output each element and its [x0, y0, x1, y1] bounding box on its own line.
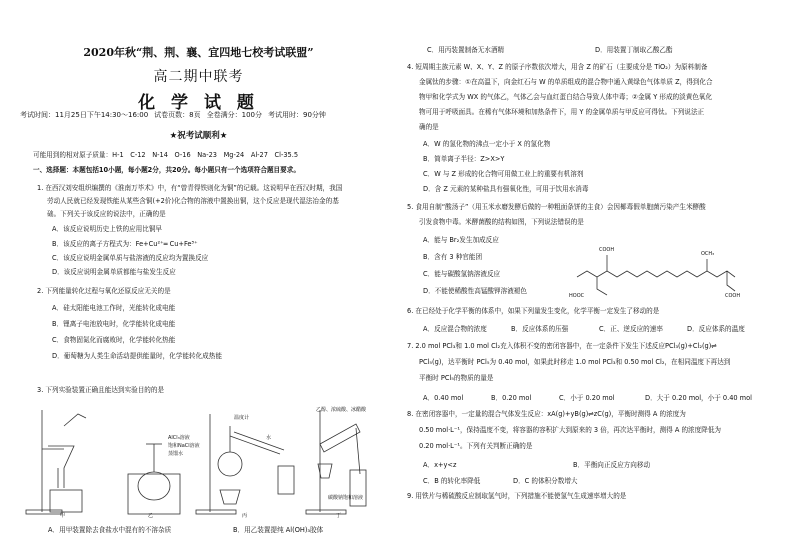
q5-option: C．能与碳酸氢钠溶液反应 [423, 270, 501, 278]
q4-option: C．W 与 Z 形成的化合物可用做工业上的重要有机溶剂 [423, 170, 584, 178]
q6-stem: 6. 在已经处于化学平衡的体系中，如果下列量发生变化，化学平衡一定发生了移动的是 [407, 307, 660, 315]
q4-line: 金属钛的步骤：①在高温下，向金红石与 W 的单质组成的混合物中通入黄绿色气体单质 Z，得到化合 [419, 78, 713, 86]
q7-option: B．0.20 mol [491, 394, 532, 402]
label-yi: 乙 [148, 513, 154, 519]
exam-meta [20, 110, 390, 120]
q6-option: D．反应体系的温度 [687, 325, 745, 333]
q2-option: A．硅太阳能电池工作时，光能转化成电能 [52, 304, 176, 312]
q8-option: B．平衡向正反应方向移动 [573, 461, 651, 469]
exam-union-title: 2020年秋“荆、荆、襄、宜四地七校考试联盟” [83, 46, 314, 59]
q4-option: A．W 的氢化物的沸点一定小于 X 的氢化物 [423, 140, 551, 148]
q4-option: D．含 Z 元素的某种盐具有强氧化性，可用于饮用水消毒 [423, 185, 589, 193]
q8-line: 0.50 mol·L⁻¹，保持温度不变，将容器的容积扩大到原来的 3 倍，再次达平衡时，测得 A 的浓度降低为 [419, 426, 722, 434]
molecule-drawing [569, 241, 744, 301]
q9-stem: 9. 用铁片与稀硫酸反应制取氢气时，下列措施不能使氢气生成速率增大的是 [407, 492, 627, 500]
group-label: OCH₃ [701, 251, 715, 257]
delivery-tube [356, 428, 360, 474]
label-nacl: 饱和NaCl溶液 [168, 443, 200, 449]
label-ding: 丁 [336, 513, 342, 519]
beaker [50, 490, 82, 512]
q7-option: D．大于 0.20 mol，小于 0.40 mol [645, 394, 752, 402]
q1-option: B．该反应的离子方程式为：Fe+Cu²⁺═ Cu+Fe³⁺ [52, 240, 198, 248]
q1-option: C．该反应说明金属单质与盐溶液的反应均为置换反应 [52, 254, 209, 262]
page-count: 试卷页数：8页 [154, 111, 201, 119]
atomic-masses: 可能用到的相对原子质量：H-1 C-12 N-14 O-16 Na-23 Mg-24 Al-27 Cl-35.5 [33, 151, 299, 159]
q2-option: D．葡萄糖为人类生命活动提供能量时，化学能转化成热能 [52, 352, 222, 360]
label-thermometer: 温度计 [234, 415, 250, 421]
funnel [48, 446, 74, 488]
pouring-beaker [64, 414, 86, 426]
receiver [278, 466, 294, 494]
q8-option: C．B 的转化率降低 [423, 477, 481, 485]
flask [218, 452, 242, 476]
burner [220, 490, 240, 504]
q1-line: 1. 在西汉刘安组织编撰的《淮南万毕术》中，有“曾青得铁则化为铜”的记载。这说明早在西汉时期，我国 [37, 184, 343, 192]
q4-line: 确的是 [419, 123, 439, 131]
q5-option: A．能与 Br₂发生加成反应 [423, 236, 499, 244]
q7-line: 7. 2.0 mol PCl₃和 1.0 mol Cl₂充入体积不变的密闭容器中，在一定条件下发生下述反应PCl₃(g)+Cl₂(g)⇌ [407, 342, 717, 350]
q8-line: 0.20 mol·L⁻¹。下列有关判断正确的是 [419, 442, 533, 450]
q5-line: 引发食物中毒。米酵菌酸的结构如图，下列说法错误的是 [419, 218, 584, 226]
label-alcl3: AlCl₃溶液 [168, 435, 190, 441]
label-water-distilled: 蒸馏水 [168, 451, 184, 457]
label-reagents: 乙醇、浓硫酸、冰醋酸 [316, 407, 367, 413]
q2-stem: 2. 下列能量转化过程与氧化还原反应无关的是 [37, 287, 171, 295]
label-jia: 甲 [60, 513, 66, 519]
q7-line: 平衡时 PCl₅的物质的量是 [419, 374, 494, 382]
q2-option: B．锂离子电池放电时，化学能转化成电能 [52, 320, 176, 328]
q1-line: 劳动人民就已经发现铁能从某些含铜(+2价)化合物的溶液中置换出铜，这个反应是现代湿法冶金的基 [47, 197, 339, 205]
q3-option: D．用装置丁制取乙酸乙酯 [595, 46, 673, 54]
group-label: COOH [725, 293, 741, 299]
q3-option: A．用甲装置除去食盐水中混有的不溶杂质 [48, 526, 172, 534]
q5-line: 5. 食用自制“酸汤子”（用玉米水磨发酵后做的一种粗面条饼的主食）会因椰毒假单胞菌污染产生米酵酸 [407, 203, 706, 211]
full-score: 全卷满分：100分 [206, 111, 263, 119]
exam-time: 考试时间：11月25日下午14:30～16:00 [20, 111, 149, 119]
q1-option: A．该反应说明历史上铁的应用比铜早 [52, 225, 163, 233]
side-chain [597, 277, 607, 295]
good-luck-line: ★祝考试顺利★ [169, 131, 228, 141]
q6-option: A．反应混合物的浓度 [423, 325, 487, 333]
q1-line: 础。下列关于该反应的说法中，正确的是 [47, 210, 166, 218]
q4-line: 物甲和化学式为 WX 的气体乙，气体乙会与血红蛋白结合导致人体中毒；②金属 Y 形成的淡黄色氧化 [419, 93, 713, 101]
q8-line: 8. 在密闭容器中，一定量的混合气体发生反应：xA(g)+yB(g)⇌zC(g)，平衡时测得 A 的浓度为 [407, 410, 686, 418]
exam-subtitle: 高二期中联考 [153, 69, 244, 85]
carbon-chain [577, 271, 735, 277]
q2-option: C．食物固氮化而腐败时，化学能转化热能 [52, 336, 176, 344]
q4-line: 4. 短周期主族元素 W、X、Y、Z 的原子序数依次增大，用含 Z 的矿石（主要成分是 TiO₂）为原料制备 [407, 63, 708, 71]
right-column [397, 0, 794, 550]
group-label: HOOC [569, 293, 585, 299]
q6-option: C．正、逆反应的速率 [599, 325, 663, 333]
duration: 考试用时：90分钟 [268, 111, 326, 119]
q3-option: B．用乙装置提纯 Al(OH)₃胶体 [233, 526, 324, 534]
q5-option: D．不能使稀酸性高锰酸钾溶液褪色 [423, 287, 527, 295]
label-bing: 丙 [242, 513, 248, 519]
section-heading: 一、选择题：本题包括10小题，每小题2分，共20分。每小题只有一个选项符合题目要求。 [33, 166, 300, 174]
q7-option: C．小于 0.20 mol [559, 394, 615, 402]
group-label: COOH [599, 247, 615, 253]
q5-option: B．含有 3 种官能团 [423, 253, 483, 261]
q7-line: PCl₅(g)，达平衡时 PCl₅为 0.40 mol，如果此时移走 1.0 mol PCl₃和 0.50 mol Cl₂，在相同温度下再达到 [419, 358, 731, 366]
apparatus-drawing [20, 404, 380, 522]
q8-option: D．C 的体积分数增大 [513, 477, 578, 485]
q4-option: B．简单离子半径：Z>X>Y [423, 155, 505, 163]
q3-option: C．用丙装置制备无水酒精 [427, 46, 505, 54]
q7-option: A．0.40 mol [423, 394, 464, 402]
label-na2co3: 碳酸钠饱和溶液 [328, 495, 364, 501]
condenser [230, 436, 280, 454]
dialysis-bag [138, 472, 170, 500]
q6-option: B．反应体系的压强 [511, 325, 569, 333]
q8-option: A．x+y<z [423, 461, 457, 469]
q1-option: D．该反应说明金属单质都能与盐发生反应 [52, 268, 176, 276]
apparatus-figure [20, 404, 380, 522]
subject-title: 化 学 试 题 [138, 93, 259, 113]
q4-line: 物可用于呼吸面具。在稀有气体环境和加热条件下，用 Y 的金属单质与甲反应可得钛。下列说法正 [419, 108, 705, 116]
test-tube [320, 424, 360, 452]
bongkrekic-acid-structure [569, 241, 744, 301]
label-water: 水 [266, 435, 272, 441]
q3-stem: 3. 下列实验装置正确且能达到实验目的的是 [37, 386, 165, 394]
beaker [128, 474, 180, 514]
